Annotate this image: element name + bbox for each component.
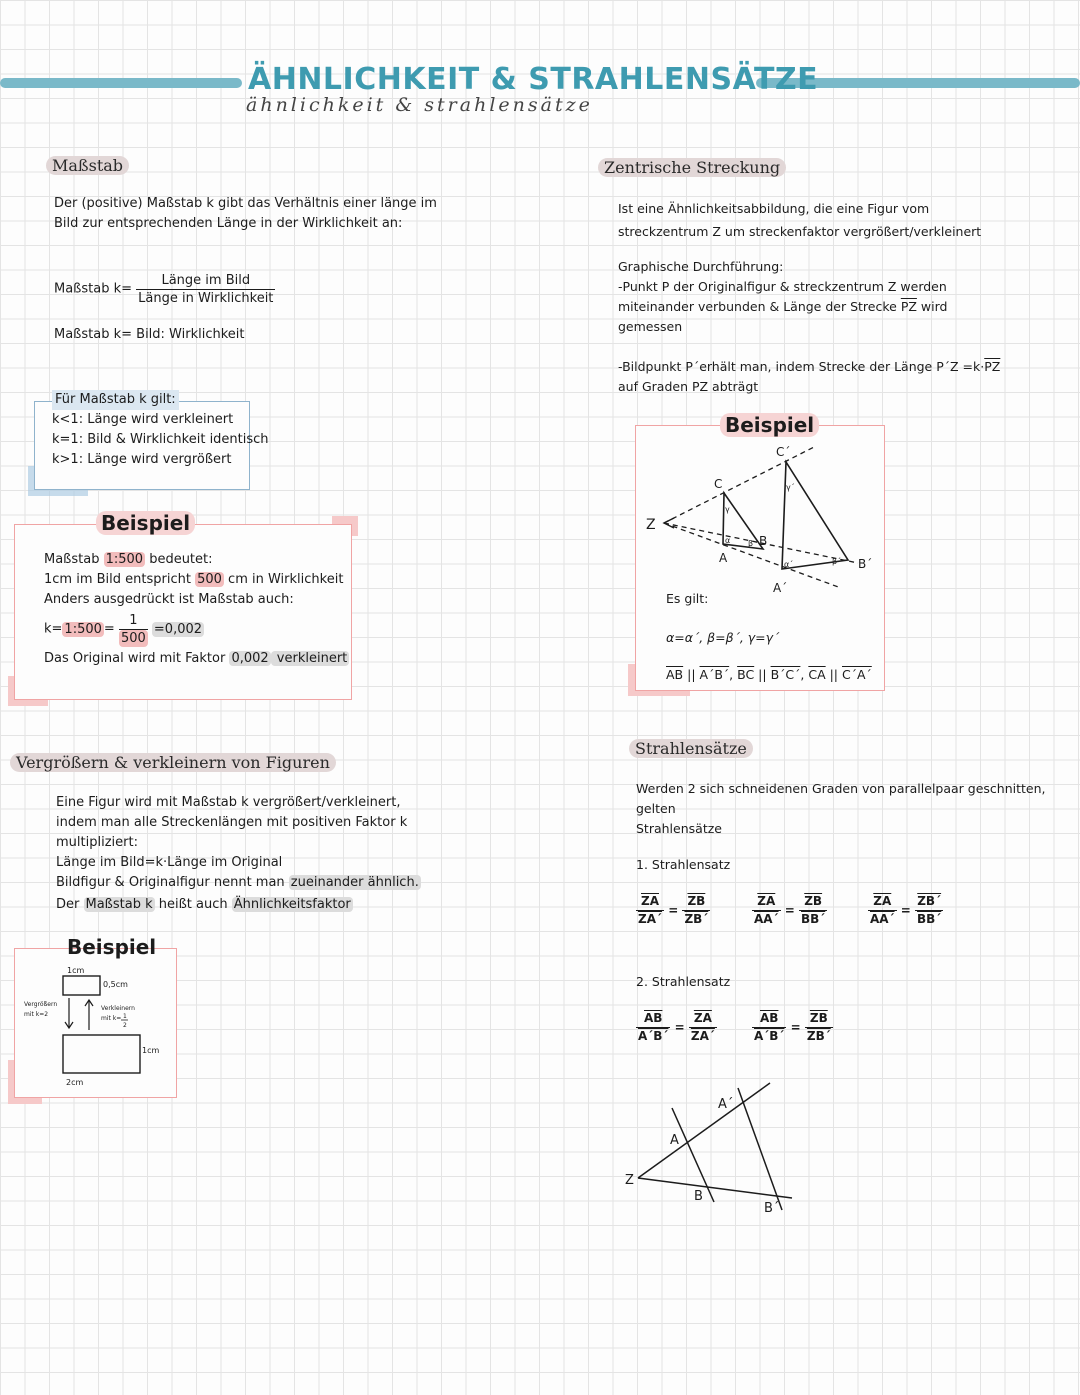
label-B: B <box>694 1189 703 1204</box>
satz2-formula-2: $\frac{\overline{AB}}{A´B´}$ = $\frac{\overline{ZB}}{ZB´}$ <box>754 1011 831 1043</box>
zentrisch-line7: -Bildpunkt P´erhält man, indem Strecke der Länge P´Z $=k\cdot\overline{PZ}$ <box>618 359 1001 374</box>
rule-k-less-1: k<1: Länge wird verkleinert <box>52 412 234 427</box>
satz1-formula-3: $\frac{\overline{ZA}}{AA´}$ = $\frac{ZB´}{BB´}$ <box>870 894 942 926</box>
figuren-line2: indem man alle Streckenlängen mit positiven Faktor k <box>56 815 408 830</box>
satz2-formula-1: $\frac{\overline{AB}}{A´B´}$ = $\frac{\overline{ZA}}{ZA´}$ <box>638 1011 715 1043</box>
massstab-formula2: Maßstab k= Bild: Wirklichkeit <box>54 327 245 342</box>
page-subtitle: ähnlichkeit & strahlensätze <box>246 94 593 116</box>
parallel-inner <box>672 1108 714 1202</box>
figuren-line4: Länge im Bild=k·Länge im Original <box>56 855 283 870</box>
label-A2: A´ <box>773 581 788 595</box>
formula-numerator: Länge im Bild <box>136 272 275 290</box>
label-A: A <box>670 1133 679 1148</box>
example1-line4: k= 1:500 = $\frac{1}{500}$ =0,002 <box>44 613 203 646</box>
satz1-formula-1: $\frac{\overline{ZA}}{ZA´}$ = $\frac{\overline{ZB}}{ZB´}$ <box>638 894 709 926</box>
label-1cm-top: 1cm <box>67 966 85 975</box>
strahlen-line2: Strahlensätze <box>636 821 722 836</box>
example1-label: Beispiel <box>96 511 195 535</box>
strahlen-header: Strahlensätze <box>629 739 753 758</box>
example1-fraction: $\frac{1}{500}$ <box>120 613 146 646</box>
figuren-text <box>56 793 421 915</box>
label-vergroessern: Vergrößern <box>24 1001 58 1008</box>
parallel-relations: $\overline{AB}$ || A´B´, $\overline{BC}$ || B´C´, $\overline{CA}$ || C´A´ <box>666 667 872 682</box>
zentrisch-text <box>618 197 1000 397</box>
angle-beta: β <box>748 539 754 548</box>
example1-line2: 1cm im Bild entspricht 500 cm in Wirklichkeit <box>44 572 344 587</box>
formula-denominator: Länge in Wirklichkeit <box>138 291 274 306</box>
satz2-title: 2. Strahlensatz <box>636 974 731 989</box>
label-1cm-right: 1cm <box>142 1046 160 1055</box>
rules-box-content <box>52 390 269 470</box>
figuren-line5: Bildfigur & Originalfigur nennt man zueinander ähnlich. <box>56 875 419 890</box>
satz1-formula-2: $\frac{\overline{ZA}}{AA´}$ = $\frac{\overline{ZB}}{BB´}$ <box>754 894 826 926</box>
label-half-den: 2 <box>123 1022 127 1029</box>
zentrisch-line2: streckzentrum Z um streckenfaktor vergrößert/verkleinert <box>618 224 982 239</box>
label-B: B <box>759 534 768 548</box>
label-A2: A´ <box>718 1097 734 1112</box>
label-05cm: 0,5cm <box>103 980 128 989</box>
massstab-text-line2: Bild zur entsprechenden Länge in der Wirklichkeit an: <box>54 216 403 231</box>
label-C: C <box>714 477 723 491</box>
label-half-num: 1 <box>123 1013 127 1020</box>
strahlen-text <box>636 779 1080 839</box>
example3-label: Beispiel <box>720 413 819 437</box>
satz1-title: 1. Strahlensatz <box>636 857 731 872</box>
angle-equalities: α=α´, β=β´, γ=γ´ <box>666 630 780 645</box>
angle-gamma: γ <box>725 505 730 514</box>
strahlensatz-diagram <box>620 1080 810 1220</box>
label-mit-k2: mit k=2 <box>24 1011 49 1018</box>
label-2cm: 2cm <box>66 1078 84 1087</box>
angle-alpha2: α´ <box>784 560 794 569</box>
zentrisch-line6: gemessen <box>618 319 683 334</box>
rule-k-equal-1: k=1: Bild & Wirklichkeit identisch <box>52 432 269 447</box>
zentrisch-line5: miteinander verbunden & Länge der Strecke $\overline{PZ}$ wird <box>618 299 948 314</box>
strahlen-line1: Werden 2 sich schneidenen Graden von parallelpaar geschnitten, gelten <box>636 781 1046 816</box>
label-mit-k: mit k= <box>101 1015 122 1022</box>
angle-gamma2: γ´ <box>786 483 795 492</box>
angle-beta2: β´ <box>832 557 842 566</box>
title-bar-left <box>0 78 242 88</box>
label-B2: B´ <box>764 1201 780 1216</box>
label-B2: B´ <box>858 557 873 571</box>
label-verkleinern: Verkleinern <box>101 1005 135 1012</box>
example1-line1: Maßstab 1:500 bedeutet: <box>44 552 213 567</box>
small-rectangle <box>63 976 100 995</box>
ray-lower <box>638 1178 792 1198</box>
zentrisch-line1: Ist eine Ähnlichkeitsabbildung, die eine Figur vom <box>618 201 930 216</box>
figuren-line3: multipliziert: <box>56 835 138 850</box>
zentrisch-line8: auf Graden PZ abträgt <box>618 379 759 394</box>
example1-line5: Das Original wird mit Faktor 0,002 verkleinert <box>44 651 348 666</box>
scale-diagram <box>14 960 174 1095</box>
rules-box-title: Für Maßstab k gilt: <box>52 390 179 410</box>
massstab-header: Maßstab <box>46 156 129 175</box>
massstab-formula <box>54 272 275 307</box>
example1-line3: Anders ausgedrückt ist Maßstab auch: <box>44 592 294 607</box>
example2-label: Beispiel <box>67 935 157 959</box>
figuren-line1: Eine Figur wird mit Maßstab k vergrößert/verkleinert, <box>56 795 401 810</box>
arrow-z <box>664 518 674 528</box>
label-C2: C´ <box>776 445 791 459</box>
formula-label: Maßstab k= <box>54 281 133 297</box>
large-rectangle <box>63 1035 140 1073</box>
ray-upper <box>638 1083 770 1178</box>
figuren-header: Vergrößern & verkleinern von Figuren <box>10 753 336 772</box>
example1-content <box>44 550 349 669</box>
formula-fraction <box>136 272 275 307</box>
zentrisch-header: Zentrische Streckung <box>598 158 786 177</box>
figuren-line6: Der Maßstab k heißt auch Ähnlichkeitsfaktor <box>56 897 351 912</box>
massstab-text <box>54 194 437 234</box>
page-title: ÄHNLICHKEIT & STRAHLENSÄTZE <box>248 62 819 97</box>
label-Z: Z <box>625 1173 634 1188</box>
zentrisch-line4: -Punkt P der Originalfigur & streckzentrum Z werden <box>618 279 947 294</box>
rule-k-greater-1: k>1: Länge wird vergrößert <box>52 452 232 467</box>
angle-alpha: α <box>725 536 731 545</box>
label-A: A <box>719 551 728 565</box>
label-Z: Z <box>646 517 656 533</box>
es-gilt: Es gilt: <box>666 591 709 606</box>
massstab-text-line1: Der (positive) Maßstab k gibt das Verhältnis einer länge im <box>54 196 437 211</box>
streckung-diagram <box>636 436 882 596</box>
zentrisch-line3: Graphische Durchführung: <box>618 259 784 274</box>
triangle-image <box>782 462 848 569</box>
